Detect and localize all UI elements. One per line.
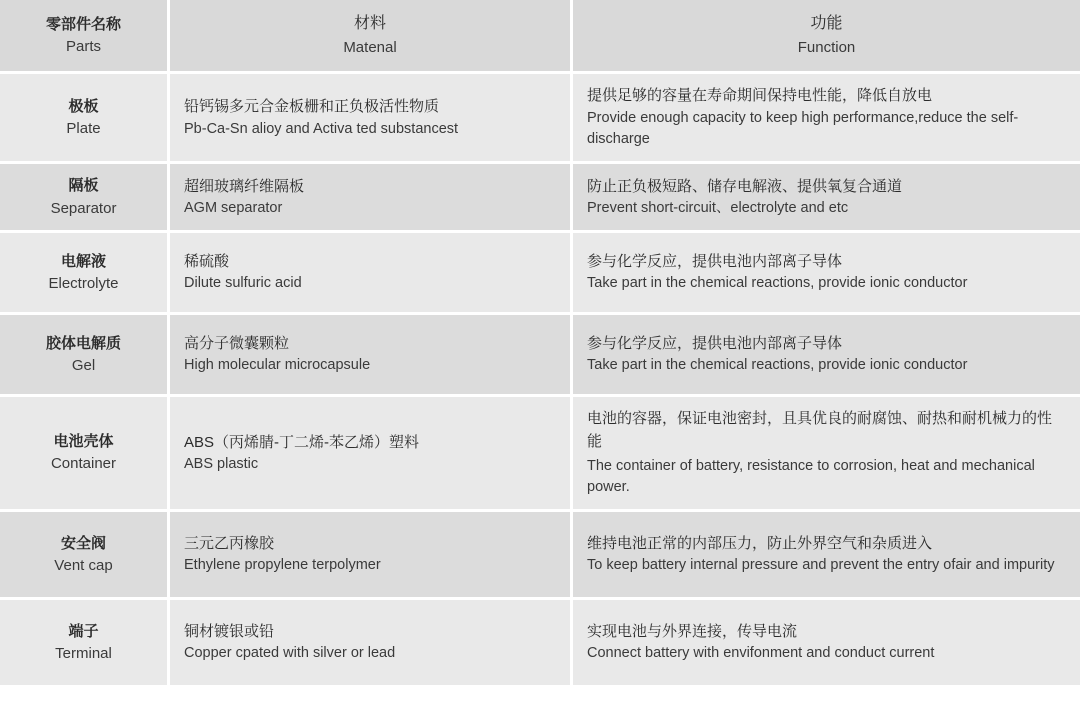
table-row: [0, 74, 1080, 164]
cell-parts: [0, 315, 170, 397]
material-cn: ABS（丙烯腈-丁二烯-苯乙烯）塑料: [184, 433, 420, 451]
cell-material: [170, 600, 573, 688]
table-row: [0, 233, 1080, 315]
table-row: [0, 397, 1080, 512]
function-cn: 实现电池与外界连接，传导电流: [587, 623, 798, 641]
header-parts-en: Parts: [65, 38, 101, 56]
cell-material: [170, 233, 573, 315]
function-cn: 参与化学反应，提供电池内部离子导体: [587, 253, 843, 271]
cell-material: [170, 315, 573, 397]
cell-material: [170, 164, 573, 233]
cell-function: [573, 315, 1080, 397]
parts-en: Vent cap: [54, 556, 113, 574]
cell-parts: [0, 74, 170, 164]
header-parts-cn: 零部件名称: [45, 15, 121, 33]
material-en: Dilute sulfuric acid: [184, 275, 302, 292]
parts-en: Plate: [66, 120, 101, 138]
parts-cn: 电池壳体: [53, 433, 114, 451]
function-en: Connect battery with envifonment and conduct current: [587, 645, 935, 662]
function-en: Provide enough capacity to keep high performance,reduce the self-discharge: [587, 109, 1019, 148]
function-cn: 参与化学反应，提供电池内部离子导体: [587, 335, 843, 353]
header-function-en: Function: [797, 38, 856, 56]
header-material-cn: 材料: [353, 15, 386, 32]
header-cell-parts: [0, 0, 170, 74]
cell-parts: [0, 512, 170, 600]
table-row: [0, 600, 1080, 688]
function-en: Take part in the chemical reactions, provide ionic conductor: [587, 357, 968, 374]
cell-parts: [0, 397, 170, 512]
cell-function: [573, 600, 1080, 688]
parts-cn: 安全阀: [60, 534, 106, 552]
material-cn: 稀硫酸: [184, 253, 230, 271]
function-cn: 维持电池正常的内部压力，防止外界空气和杂质进入: [587, 535, 933, 553]
material-en: High molecular microcapsule: [184, 357, 371, 374]
cell-parts: [0, 600, 170, 688]
function-en: The container of battery, resistance to corrosion, heat and mechanical power.: [587, 457, 1035, 496]
parts-en: Separator: [50, 199, 117, 217]
parts-cn: 电解液: [60, 252, 106, 270]
material-cn: 铅钙锡多元合金板栅和正负极活性物质: [184, 98, 440, 116]
header-function-cn: 功能: [810, 15, 843, 32]
table-row: [0, 315, 1080, 397]
material-en: Pb-Ca-Sn alioy and Activa ted substancest: [184, 120, 459, 137]
header-cell-material: [170, 0, 573, 74]
parts-cn: 端子: [68, 622, 99, 640]
cell-function: [573, 164, 1080, 233]
function-en: To keep battery internal pressure and prevent the entry ofair and impurity: [587, 557, 1055, 574]
function-en: Prevent short-circuit、electrolyte and etc: [587, 199, 849, 216]
parts-cn: 胶体电解质: [45, 334, 121, 352]
table-row: [0, 512, 1080, 600]
material-cn: 三元乙丙橡胶: [184, 535, 275, 553]
parts-en: Container: [50, 455, 117, 473]
material-en: ABS plastic: [184, 455, 259, 472]
material-cn: 高分子微囊颗粒: [184, 335, 290, 353]
parts-cn: 极板: [68, 97, 99, 115]
material-cn: 超细玻璃纤维隔板: [184, 177, 305, 195]
function-en: Take part in the chemical reactions, provide ionic conductor: [587, 275, 968, 292]
function-cn: 防止正负极短路、储存电解液、提供氧复合通道: [587, 177, 903, 195]
cell-material: [170, 512, 573, 600]
parts-cn: 隔板: [68, 177, 99, 195]
cell-function: [573, 233, 1080, 315]
cell-function: [573, 397, 1080, 512]
cell-function: [573, 74, 1080, 164]
header-cell-function: [573, 0, 1080, 74]
cell-function: [573, 512, 1080, 600]
cell-parts: [0, 233, 170, 315]
material-en: AGM separator: [184, 199, 283, 216]
material-cn: 铜材镀银或铅: [184, 623, 275, 641]
parts-en: Electrolyte: [48, 274, 119, 292]
cell-material: [170, 74, 573, 164]
cell-material: [170, 397, 573, 512]
table-header-row: [0, 0, 1080, 74]
material-en: Copper cpated with silver or lead: [184, 645, 396, 662]
parts-en: Gel: [71, 356, 96, 374]
function-cn: 提供足够的容量在寿命期间保持电性能，降低自放电: [587, 87, 933, 105]
parts-en: Terminal: [55, 644, 112, 662]
table-row: [0, 164, 1080, 233]
header-material-en: Matenal: [343, 38, 397, 56]
material-en: Ethylene propylene terpolymer: [184, 557, 381, 574]
cell-parts: [0, 164, 170, 233]
function-cn: 电池的容器，保证电池密封，且具优良的耐腐蚀、耐热和耐机械力的性能: [587, 410, 1053, 451]
